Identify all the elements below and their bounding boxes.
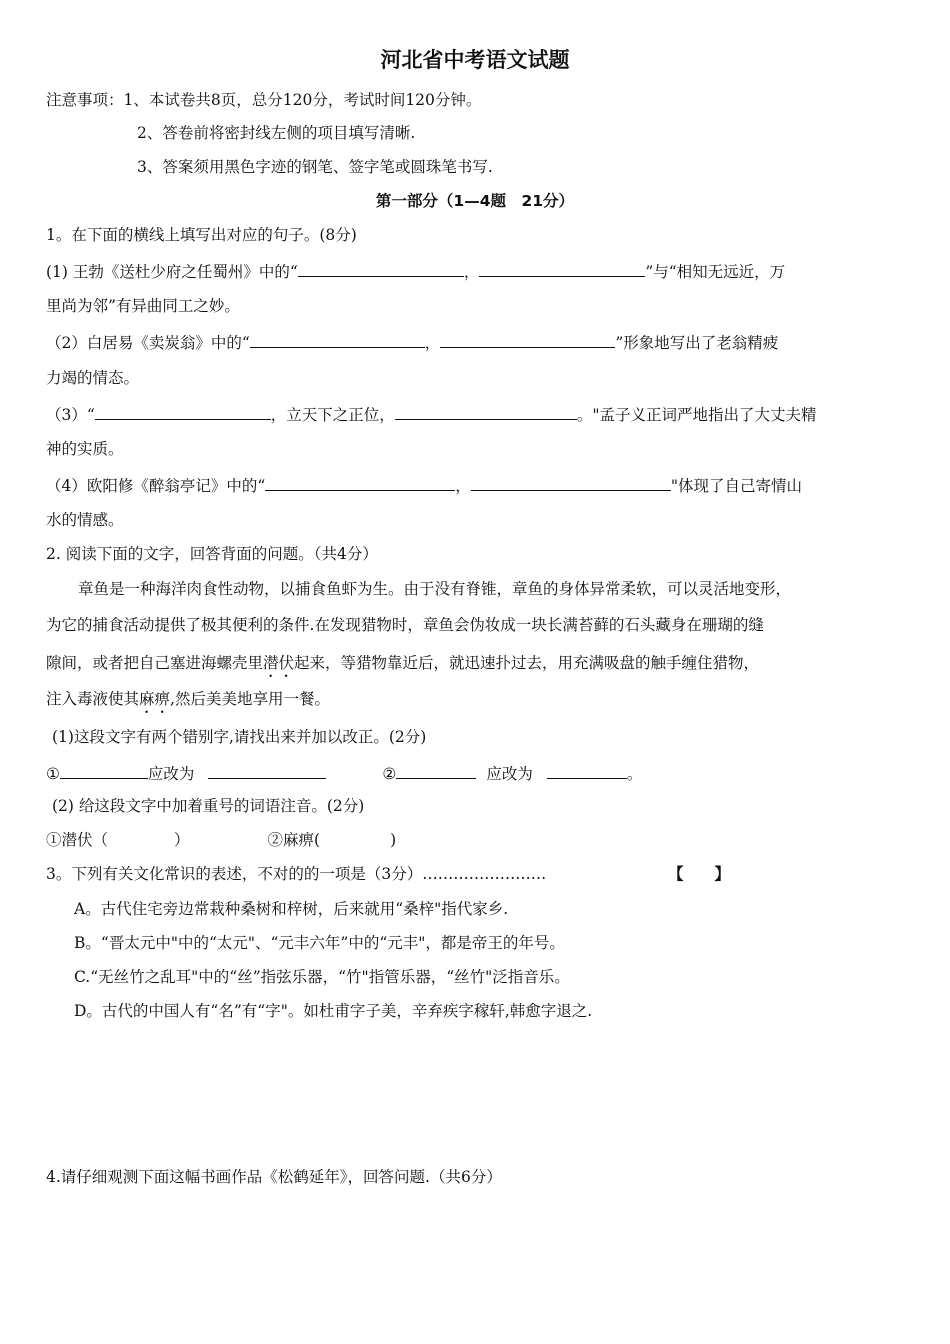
pinyin-label: ②麻痹( — [267, 831, 321, 849]
sentence-text: （4）欧阳修《醉翁亭记》中的“ — [46, 477, 266, 495]
option-c: C.“无丝竹之乱耳"中的“丝”指弦乐器，“竹"指管乐器，“丝竹"泛指音乐。 — [74, 968, 570, 986]
notice-label: 注意事项： — [46, 91, 124, 109]
sentence-text: ”与“相知无远近，万 — [645, 263, 786, 281]
answer-blank[interactable] — [396, 761, 476, 779]
passage-line: 为它的捕食活动提供了极其便利的条件.在发现猎物时，章鱼会伪妆成一块长满苔藓的石头藏身在珊瑚的缝 — [46, 616, 764, 634]
passage-text: 注入毒液使其 — [46, 690, 140, 708]
sentence-text: （3）“ — [46, 406, 95, 424]
sentence-text: ， — [455, 477, 471, 495]
question-1-sentence-2 — [46, 330, 778, 354]
part-heading: 第一部分（1—4题 21分） — [375, 192, 575, 210]
notice-line-1 — [46, 89, 481, 111]
notice-item: 2、答卷前将密封线左侧的项目填写清晰. — [137, 124, 416, 142]
sentence-text: ，立天下之正位， — [270, 406, 395, 424]
pinyin-label: ） — [174, 831, 190, 849]
pinyin-label: ) — [390, 831, 397, 849]
fix-label: 应改为 — [486, 765, 533, 783]
answer-blank[interactable] — [60, 761, 148, 779]
question-1-sentence-3 — [46, 402, 816, 426]
answer-blank[interactable] — [95, 402, 271, 420]
circle-number: ① — [46, 765, 60, 783]
question-2-sub-1-answers — [46, 761, 642, 785]
emphasized-word: 潜伏 — [263, 654, 295, 672]
sentence-text: （2）白居易《卖炭翁》中的“ — [46, 334, 250, 352]
notice-item: 3、答案须用黑色字迹的钢笔、签字笔或圆珠笔书写. — [137, 158, 493, 176]
passage-line — [46, 652, 759, 681]
notice-item: 1、本试卷共8页，总分120分，考试时间120分钟。 — [123, 91, 482, 109]
sentence-continuation: 里尚为邻”有异曲同工之妙。 — [46, 297, 240, 315]
question-2-sub-2-answers — [46, 829, 396, 851]
sentence-text: ， — [424, 334, 441, 352]
answer-blank[interactable] — [547, 761, 627, 779]
question-1-stem: 1。在下面的横线上填写出对应的句子。(8分) — [46, 226, 357, 244]
answer-blank[interactable] — [208, 761, 326, 779]
answer-bracket[interactable]: 【 】 — [668, 865, 731, 883]
answer-blank[interactable] — [479, 259, 645, 277]
answer-blank[interactable] — [395, 402, 577, 420]
sentence-continuation: 力竭的情态。 — [46, 369, 140, 387]
question-2-stem: 2. 阅读下面的文字，回答背面的问题。（共4分） — [46, 545, 378, 563]
sentence-text: (1) 王勃《送杜少府之任蜀州》中的“ — [46, 263, 298, 281]
question-1-sentence-4 — [46, 473, 802, 497]
sentence-text: ， — [463, 263, 480, 281]
question-3-stem: 3。下列有关文化常识的表述，不对的的一项是（3分）…………………… — [46, 865, 547, 883]
pinyin-label: ①潜伏（ — [46, 831, 109, 849]
question-4-stem: 4.请仔细观测下面这幅书画作品《松鹤延年》，回答问题.（共6分） — [46, 1168, 502, 1186]
question-1-sentence-1 — [46, 259, 785, 283]
question-2-sub-2: (2) 给这段文字中加着重号的词语注音。(2分) — [52, 797, 365, 815]
answer-blank[interactable] — [440, 330, 615, 348]
fix-label: 应改为 — [147, 765, 195, 783]
sentence-text: ”形象地写出了老翁精疲 — [615, 334, 779, 352]
passage-line — [46, 688, 330, 717]
answer-blank[interactable] — [250, 330, 425, 348]
passage-text: 隙间，或者把自己塞进海螺壳里 — [46, 654, 264, 672]
question-2-sub-1: (1)这段文字有两个错别字,请找出来并加以改正。(2分) — [52, 728, 427, 746]
page-title: 河北省中考语文试题 — [380, 48, 570, 72]
passage-line: 章鱼是一种海洋肉食性动物，以捕食鱼虾为生。由于没有脊锥，章鱼的身体异常柔软，可以灵活地变形， — [78, 580, 792, 598]
answer-blank[interactable] — [298, 259, 464, 277]
sentence-continuation: 神的实质。 — [46, 440, 124, 458]
sentence-text: 。"孟子义正词严地指出了大丈夫精 — [576, 406, 817, 424]
sentence-text: "体现了自己寄情山 — [670, 477, 802, 495]
option-a: A。古代住宅旁边常栽种桑树和梓树，后来就用“桑梓"指代家乡. — [74, 900, 509, 918]
punctuation: 。 — [626, 765, 643, 783]
answer-blank[interactable] — [265, 473, 455, 491]
passage-text: 起来，等猎物靠近后，就迅速扑过去，用充满吸盘的触手缠住猎物， — [294, 654, 760, 672]
emphasized-word: 麻痹 — [139, 690, 171, 708]
answer-blank[interactable] — [471, 473, 671, 491]
sentence-continuation: 水的情感。 — [46, 511, 124, 529]
circle-number: ② — [382, 765, 397, 783]
passage-text: ,然后美美地享用一餐。 — [170, 690, 330, 708]
option-b: B。“晋太元中"中的“太元"、“元丰六年”中的“元丰"，都是帝王的年号。 — [74, 934, 565, 952]
option-d: D。古代的中国人有“名”有“字"。如杜甫字子美，辛弃疾字稼轩,韩愈字退之. — [74, 1002, 593, 1020]
